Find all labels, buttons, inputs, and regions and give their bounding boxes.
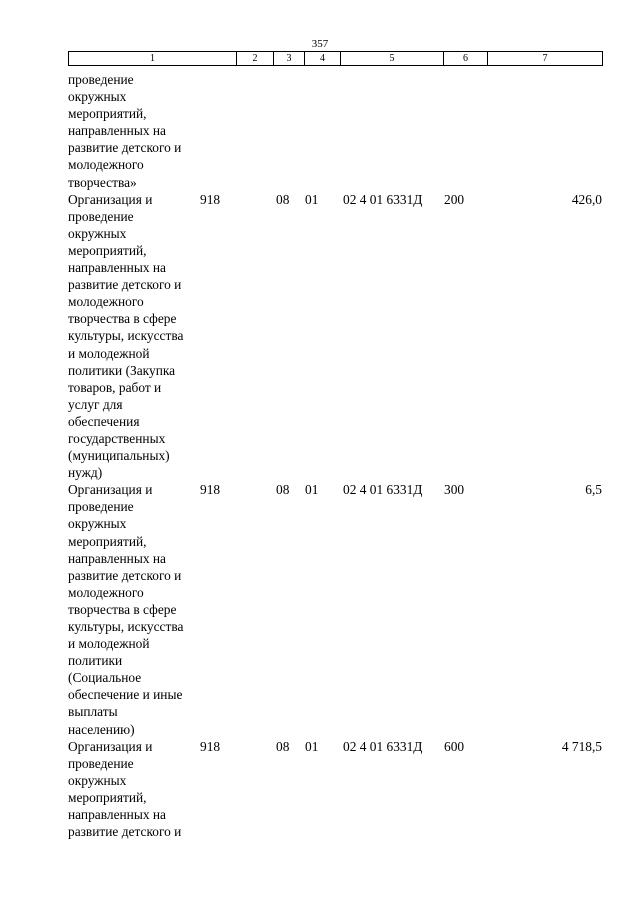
row-name-line: направленных на [68, 550, 166, 566]
column-number-2: 2 [237, 52, 274, 66]
row-name-line: обеспечения [68, 413, 140, 429]
row-name-line: развитие детского и [68, 140, 182, 156]
row-name-line: культуры, искусства [68, 619, 184, 634]
row-name-line: политики [68, 653, 123, 669]
amount: 6,5 [585, 482, 602, 498]
row-name-line: культуры, искусства [68, 328, 184, 344]
row-name-line: и молодежной [68, 345, 150, 361]
amount: 4 718,5 [561, 738, 602, 754]
page-number: 357 [311, 38, 329, 50]
row-name-line: проведение [68, 499, 134, 515]
table-row [68, 71, 608, 191]
row-name-line: мероприятий, [68, 789, 147, 805]
expense-type-code: 200 [444, 191, 465, 207]
column-number-4: 4 [305, 52, 341, 66]
column-number-1: 1 [69, 52, 237, 66]
row-name-line: творчества в сфере [68, 311, 177, 327]
row-name-line: государственных [68, 430, 166, 446]
amount: 426,0 [571, 191, 602, 207]
row-name-line: услуг для [68, 396, 123, 412]
subsection-code: 01 [305, 482, 319, 498]
row-name-line: и молодежной [68, 636, 150, 652]
row-name [68, 71, 200, 191]
table-row [68, 191, 608, 482]
row-name-line: Организация и [68, 738, 153, 754]
subsection-code: 01 [305, 738, 319, 754]
row-name-line: окружных [68, 225, 127, 241]
expense-type-code: 600 [444, 738, 465, 754]
row-name-line: населению) [68, 721, 135, 737]
department-code: 918 [200, 738, 221, 754]
table-header [68, 51, 603, 66]
row-name-line: (Социальное [68, 670, 142, 686]
row-name-line: обеспечение и иные [68, 687, 183, 703]
row-name-line: направленных на [68, 123, 166, 139]
section-code: 08 [276, 191, 290, 207]
row-name-line: проведение [68, 755, 134, 771]
row-name-line: молодежного [68, 584, 144, 600]
column-number-3: 3 [274, 52, 305, 66]
row-name-line: развитие детского и [68, 824, 182, 840]
column-number-5: 5 [341, 52, 444, 66]
table-row [68, 738, 608, 841]
row-name-line: окружных [68, 516, 127, 532]
row-name-line: направленных на [68, 807, 166, 823]
expense-type-code: 300 [444, 482, 465, 498]
row-name-line: окружных [68, 89, 127, 105]
subsection-code: 01 [305, 191, 319, 207]
column-number-6: 6 [444, 52, 488, 66]
row-name-line: мероприятий, [68, 106, 147, 122]
row-name-line: проведение [68, 208, 134, 224]
target-item-code: 02 4 01 6331Д [343, 738, 423, 754]
table-body [68, 71, 608, 840]
row-name-line: развитие детского и [68, 567, 182, 583]
row-name [68, 191, 200, 482]
row-name-line: проведение [68, 72, 134, 87]
row-name-line: нужд) [68, 465, 103, 481]
row-name-line: молодежного [68, 157, 144, 173]
section-code: 08 [276, 738, 290, 754]
row-name-line: выплаты [68, 704, 118, 720]
row-name-line: творчества» [68, 174, 137, 190]
row-name [68, 738, 200, 841]
row-name-line: политики (Закупка [68, 362, 176, 378]
row-name-line: (муниципальных) [68, 448, 170, 464]
target-item-code: 02 4 01 6331Д [343, 482, 423, 498]
department-code: 918 [200, 191, 221, 207]
target-item-code: 02 4 01 6331Д [343, 191, 423, 207]
column-number-7: 7 [488, 52, 603, 66]
table-row [68, 481, 608, 737]
row-name-line: Организация и [68, 482, 153, 498]
row-name-line: товаров, работ и [68, 379, 162, 395]
row-name-line: мероприятий, [68, 533, 147, 549]
row-name-line: Организация и [68, 191, 153, 207]
row-name-line: направленных на [68, 260, 166, 276]
row-name [68, 481, 200, 737]
row-name-line: окружных [68, 772, 127, 788]
department-code: 918 [200, 482, 221, 498]
column-number-row [69, 52, 603, 66]
row-name-line: развитие детского и [68, 277, 182, 293]
row-name-line: творчества в сфере [68, 601, 177, 617]
row-name-line: мероприятий, [68, 242, 147, 258]
section-code: 08 [276, 482, 290, 498]
row-name-line: молодежного [68, 294, 144, 310]
